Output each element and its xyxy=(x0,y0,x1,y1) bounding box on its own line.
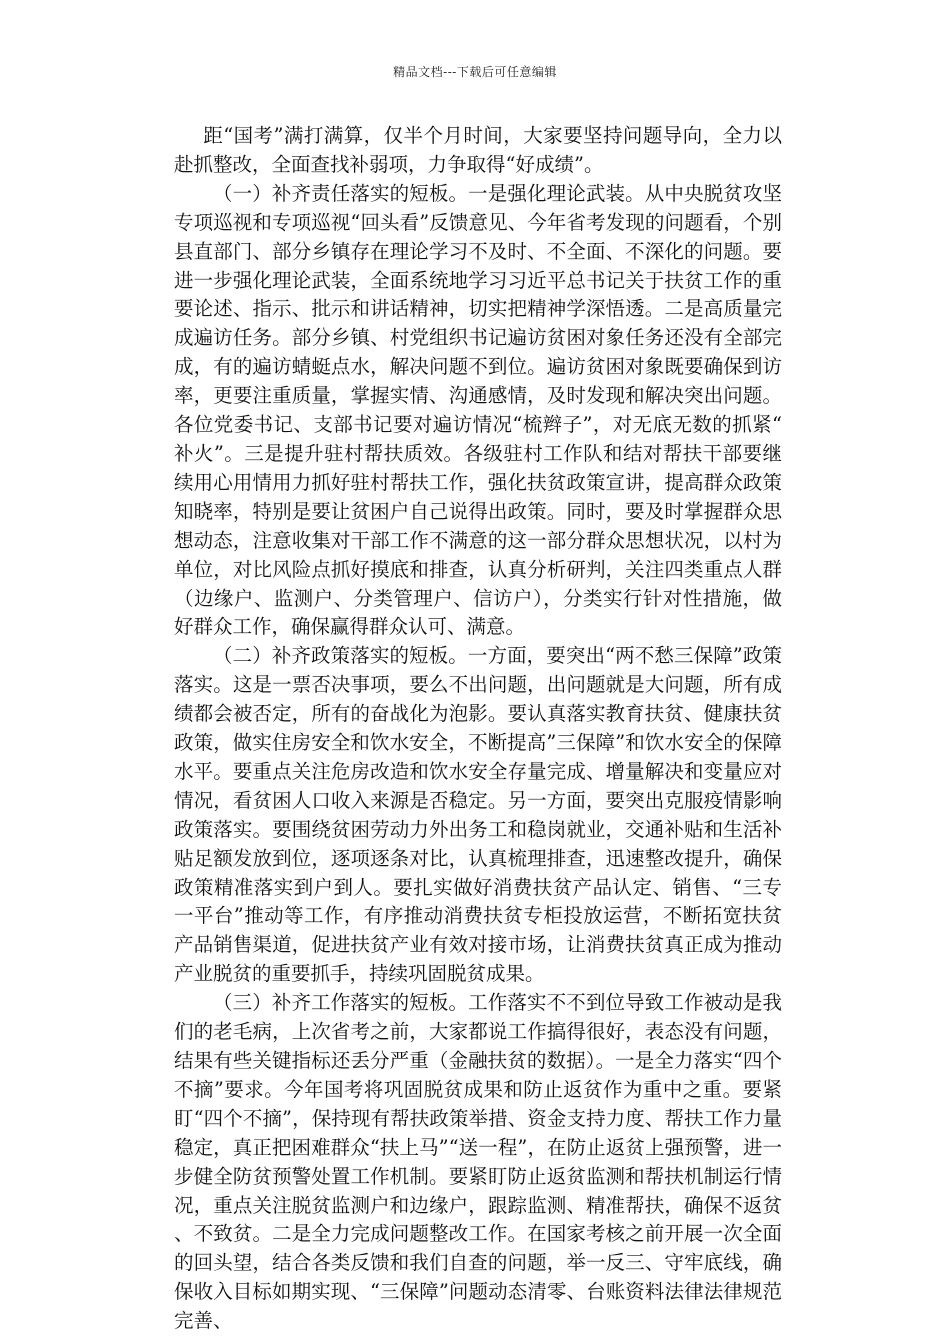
page-header: 精品文档---下载后可任意编辑 xyxy=(393,65,557,79)
paragraph-intro: 距“国考”满打满算，仅半个月时间，大家要坚持问题导向，全力以赴抓整改，全面查找补弱项，力争取得“好成绩”。 xyxy=(174,124,782,176)
paragraph-section-1: （一）补齐责任落实的短板。一是强化理论武装。从中央脱贫攻坚专项巡视和专项巡视“回头看”反馈意见、今年省考发现的问题看，个别县直部门、部分乡镇存在理论学习不及时、不全面、不深化的问题。要进一步强化理论武装，全面系统地学习习近平总书记关于扶贫工作的重要论述、指示、批示和讲话精神，切实把精神学深悟透。二是高质量完成遍访任务。部分乡镇、村党组织书记遍访贫困对象任务还没有全部完成，有的遍访蜻蜓点水，解决问题不到位。遍访贫困对象既要确保到访率，更要注重质量，掌握实情、沟通感情，及时发现和解决突出问题。各位党委书记、支部书记要对遍访情况“梳辫子”，对无底无数的抓紧“补火”。三是提升驻村帮扶质效。各级驻村工作队和结对帮扶干部要继续用心用情用力抓好驻村帮扶工作，强化扶贫政策宣讲，提高群众政策知晓率，特别是要让贫困户自己说得出政策。同时，要及时掌握群众思想动态，注意收集对干部工作不满意的这一部分群众思想状况，以村为单位，对比风险点抓好摸底和排查，认真分析研判，关注四类重点人群（边缘户、监测户、分类管理户、信访户），分类实行针对性措施，做好群众工作，确保赢得群众认可、满意。 xyxy=(174,181,782,639)
paragraph-section-2: （二）补齐政策落实的短板。一方面，要突出“两不愁三保障”政策落实。这是一票否决事项，要么不出问题，出问题就是大问题，所有成绩都会被否定，所有的奋战化为泡影。要认真落实教育扶贫、健康扶贫政策，做实住房安全和饮水安全，不断提高”三保障”和饮水安全的保障水平。要重点关注危房改造和饮水安全存量完成、增量解决和变量应对情况，看贫困人口收入来源是否稳定。另一方面，要突出克服疫情影响政策落实。要围绕贫困劳动力外出务工和稳岗就业，交通补贴和生活补贴足额发放到位，逐项逐条对比，认真梳理排查，迅速整改提升，确保政策精准落实到户到人。要扎实做好消费扶贫产品认定、销售、“三专一平台”推动等工作，有序推动消费扶贫专柜投放运营，不断拓宽扶贫产品销售渠道，促进扶贫产业有效对接市场，让消费扶贫真正成为推动产业脱贫的重要抓手，持续巩固脱贫成果。 xyxy=(174,644,782,986)
document-body xyxy=(174,122,782,1336)
paragraph-section-3: （三）补齐工作落实的短板。工作落实不不到位导致工作被动是我们的老毛病，上次省考之前，大家都说工作搞得很好，表态没有问题，结果有些关键指标还丢分严重（金融扶贫的数据）。一是全力落实“四个不摘”要求。今年国考将巩固脱贫成果和防止返贫作为重中之重。要紧盯“四个不摘”，保持现有帮扶政策举措、资金支持力度、帮扶工作力量稳定，真正把困难群众“扶上马”“送一程”，在防止返贫上强预警，进一步健全防贫预警处置工作机制。要紧盯防止返贫监测和帮扶机制运行情况，重点关注脱贫监测户和边缘户，跟踪监测、精准帮扶，确保不返贫、不致贫。二是全力完成问题整改工作。在国家考核之前开展一次全面的回头望，结合各类反馈和我们自查的问题，举一反三、守牢底线，确保收入目标如期实现、“三保障”问题动态清零、台账资料法律法律规范完善、 xyxy=(174,991,782,1333)
